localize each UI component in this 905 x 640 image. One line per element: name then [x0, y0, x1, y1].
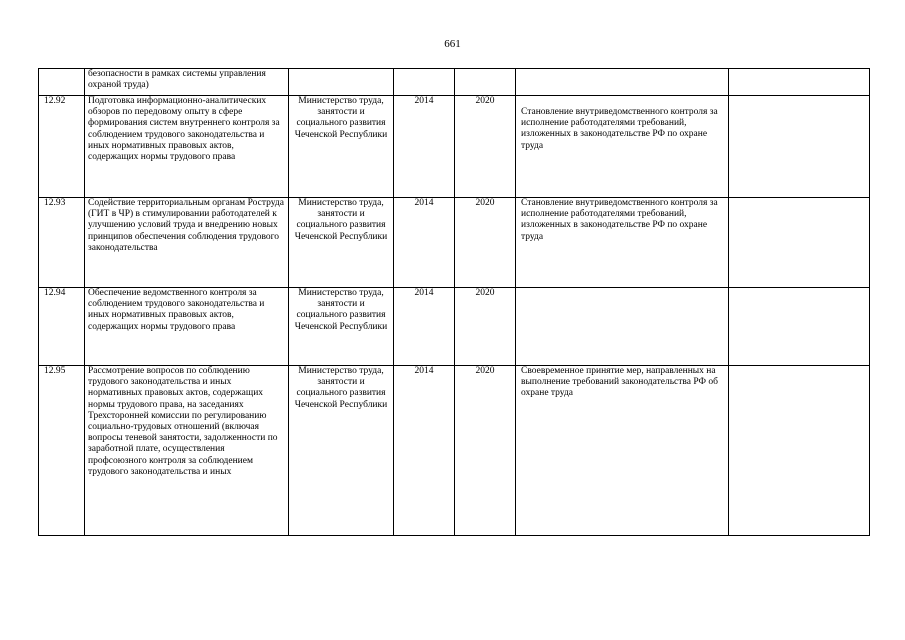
measure-name-cell: Рассмотрение вопросов по соблюдению трудового законодательства и иных нормативных правовых актов, содержащих нормы трудового права, на заседаниях Трехсторонней комиссии по регулированию социально-трудовых отношений (включая вопросы теневой занятости, задолженности по заработной плате, осуществления профсоюзного контроля за соблюдением трудового законодательства и иных — [85, 366, 289, 536]
row-number-cell: 12.95 — [39, 366, 85, 536]
result-cell — [516, 288, 729, 366]
end-year-cell — [455, 69, 516, 96]
executor-cell: Министерство труда, занятости и социального развития Чеченской Республики — [289, 96, 394, 198]
measure-name-cell: Подготовка информационно-аналитических обзоров по передовому опыту в сфере формирования систем внутреннего контроля за соблюдением трудового законодательства и иных нормативных правовых актов, содержащих нормы трудового права — [85, 96, 289, 198]
measure-name-cell: Обеспечение ведомственного контроля за соблюдением трудового законодательства и иных нормативных правовых актов, содержащих нормы трудового права — [85, 288, 289, 366]
executor-cell: Министерство труда, занятости и социального развития Чеченской Республики — [289, 366, 394, 536]
executor-cell: Министерство труда, занятости и социального развития Чеченской Республики — [289, 198, 394, 288]
table-row — [39, 366, 870, 536]
start-year-cell: 2014 — [394, 288, 455, 366]
row-number-cell: 12.93 — [39, 198, 85, 288]
table-row — [39, 198, 870, 288]
result-cell: Своевременное принятие мер, направленных на выполнение требований законодательства РФ об охране труда — [516, 366, 729, 536]
row-number-cell — [39, 69, 85, 96]
start-year-cell — [394, 69, 455, 96]
page-number: 661 — [444, 38, 461, 50]
result-cell: Становление внутриведомственного контроля за исполнение работодателями требований, изложенных в законодательстве РФ по охране труда — [516, 198, 729, 288]
table-row — [39, 96, 870, 198]
start-year-cell: 2014 — [394, 366, 455, 536]
end-year-cell: 2020 — [455, 198, 516, 288]
note-cell — [729, 198, 870, 288]
note-cell — [729, 96, 870, 198]
end-year-cell: 2020 — [455, 288, 516, 366]
result-cell — [516, 69, 729, 96]
table-row-continued — [39, 69, 870, 96]
end-year-cell: 2020 — [455, 366, 516, 536]
measure-name-cell: безопасности в рамках системы управления охраной труда) — [85, 69, 289, 96]
note-cell — [729, 288, 870, 366]
row-number-cell: 12.92 — [39, 96, 85, 198]
measure-name-cell: Содействие территориальным органам Роструда (ГИТ в ЧР) в стимулировании работодателей к улучшению условий труда и внедрению новых принципов обеспечения соблюдения трудового законодательства — [85, 198, 289, 288]
start-year-cell: 2014 — [394, 198, 455, 288]
end-year-cell: 2020 — [455, 96, 516, 198]
note-cell — [729, 69, 870, 96]
executor-cell — [289, 69, 394, 96]
measures-table — [38, 68, 870, 536]
table-row — [39, 288, 870, 366]
row-number-cell: 12.94 — [39, 288, 85, 366]
result-cell: Становление внутриведомственного контроля за исполнение работодателями требований, изложенных в законодательстве РФ по охране труда — [516, 96, 729, 198]
start-year-cell: 2014 — [394, 96, 455, 198]
executor-cell: Министерство труда, занятости и социального развития Чеченской Республики — [289, 288, 394, 366]
note-cell — [729, 366, 870, 536]
